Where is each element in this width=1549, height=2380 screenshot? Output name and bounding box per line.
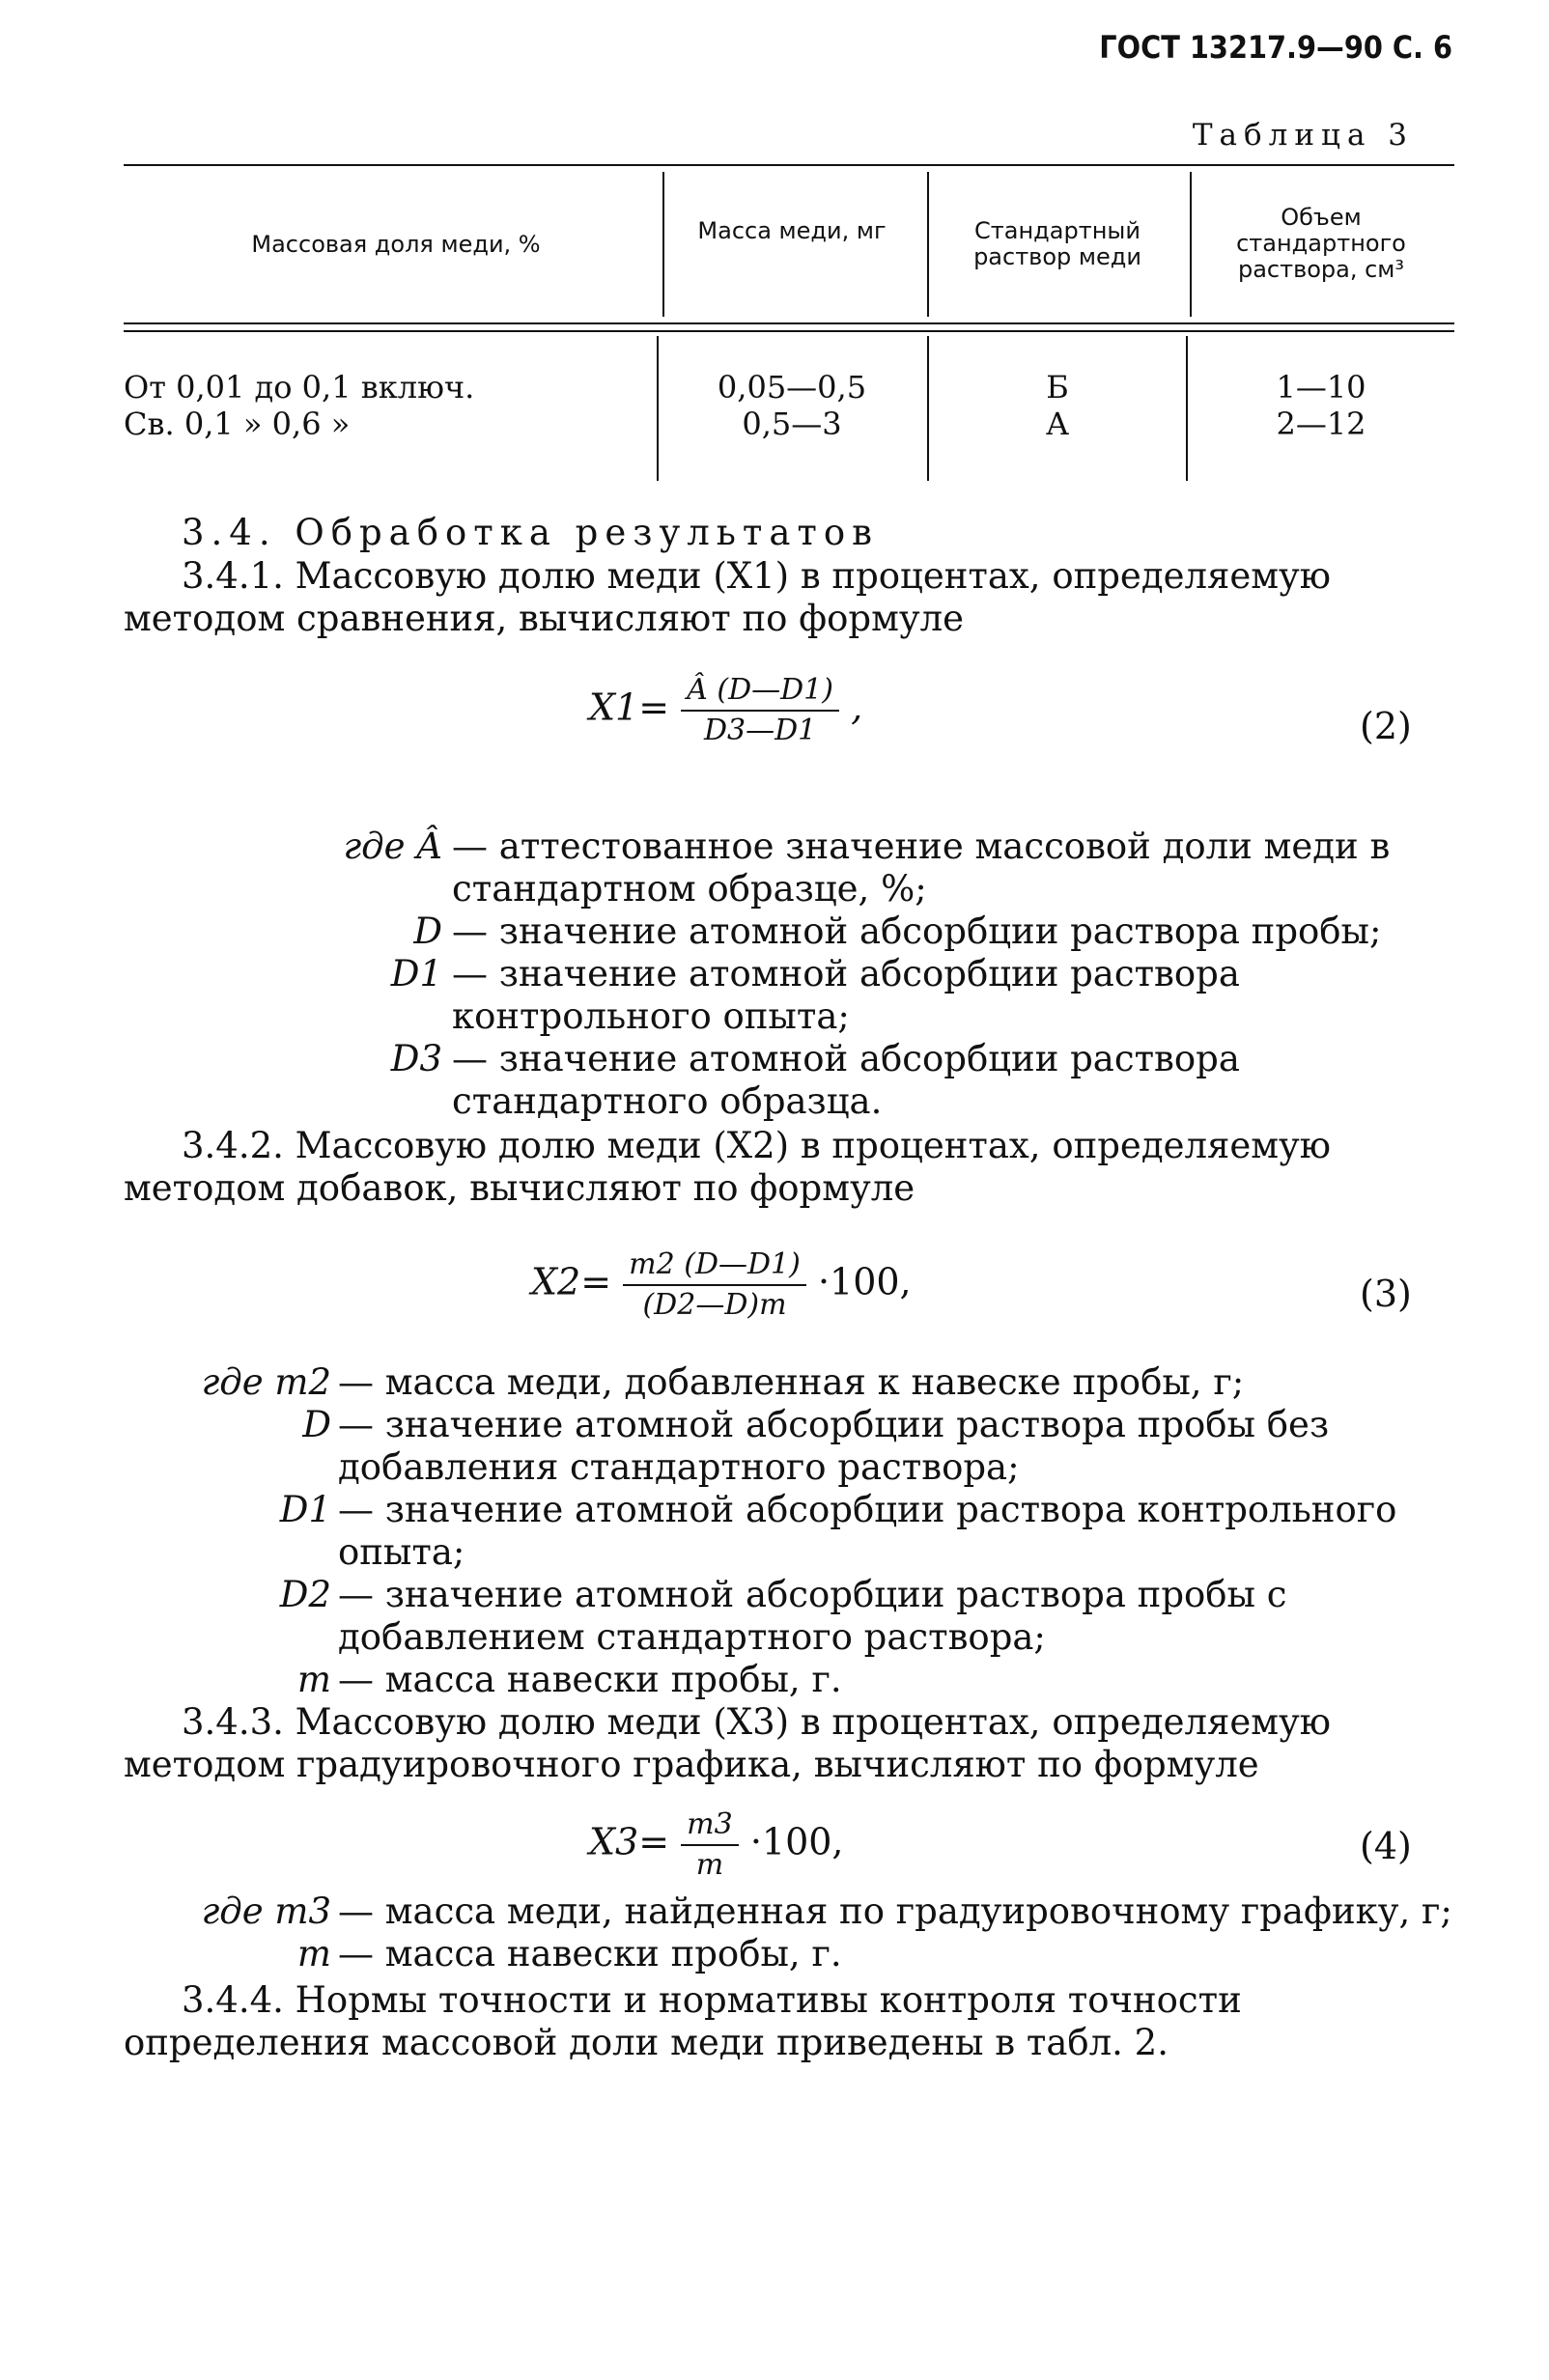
table-cell: А bbox=[1045, 406, 1070, 442]
table-col-divider bbox=[1186, 336, 1188, 481]
table-header-rule-1 bbox=[124, 322, 1454, 324]
paragraph-3-4-4: 3.4.4. Нормы точности и нормативы контроля точности определения массовой доли меди приведены в табл. 2. bbox=[124, 1979, 1242, 2063]
formula-number: (3) bbox=[1360, 1273, 1412, 1315]
definition-symbol: m bbox=[296, 1933, 331, 1974]
table-col-divider bbox=[927, 172, 929, 317]
formula-denominator: (D2—D)m bbox=[642, 1288, 787, 1322]
page-header: ГОСТ 13217.9—90 С. 6 bbox=[1099, 29, 1452, 66]
definition-row bbox=[124, 1038, 1456, 1123]
formula-2 bbox=[589, 671, 862, 750]
table-caption: Таблица 3 bbox=[1192, 118, 1414, 153]
definition-row bbox=[124, 953, 1456, 1038]
formula-numerator: m3 bbox=[681, 1806, 739, 1846]
definition-row bbox=[124, 1574, 1456, 1659]
definition-text: — значение атомной абсорбции раствора контрольного опыта; bbox=[338, 1489, 1397, 1573]
definition-row bbox=[124, 1489, 1456, 1574]
table-header-cell: Масса меди, мг bbox=[697, 217, 887, 244]
formula-denominator: m bbox=[695, 1848, 724, 1882]
table-header-rule-2 bbox=[124, 330, 1454, 332]
formula-denominator: D3—D1 bbox=[703, 714, 817, 747]
definition-symbol: D1 bbox=[279, 1489, 331, 1530]
table-top-rule bbox=[124, 164, 1454, 166]
formula-lhs: X3= bbox=[589, 1820, 670, 1863]
definition-row bbox=[124, 826, 1456, 910]
definition-symbol: D2 bbox=[279, 1574, 331, 1615]
formula-numerator: Â (D—D1) bbox=[681, 671, 839, 712]
definition-symbol: D3 bbox=[390, 1038, 442, 1079]
definition-text: — масса навески пробы, г. bbox=[338, 1659, 842, 1700]
formula-4 bbox=[589, 1806, 844, 1885]
definition-row bbox=[124, 910, 1456, 953]
definitions-formula-4 bbox=[124, 1890, 1456, 1975]
table-col-divider bbox=[657, 336, 659, 481]
table-header-cell: Массовая доля меди, % bbox=[251, 231, 541, 258]
formula-3 bbox=[531, 1246, 912, 1325]
definitions-formula-3 bbox=[124, 1361, 1456, 1701]
formula-lhs: X2= bbox=[531, 1260, 612, 1303]
definition-symbol: m bbox=[296, 1659, 331, 1700]
paragraph-3-4-2: 3.4.2. Массовую долю меди (X2) в процентах, определяемую методом добавок, вычисляют по формуле bbox=[124, 1125, 1332, 1209]
definition-text: — масса меди, найденная по градуировочному графику, г; bbox=[338, 1890, 1452, 1932]
definition-row bbox=[124, 1933, 1456, 1975]
formula-fraction bbox=[681, 671, 839, 750]
table-cell: 0,05—0,5 bbox=[717, 369, 867, 406]
table-header-cell: Стандартный раствор меди bbox=[973, 217, 1141, 270]
definitions-formula-2 bbox=[124, 826, 1456, 1123]
formula-fraction bbox=[681, 1806, 739, 1885]
table-cell: Б bbox=[1046, 369, 1069, 406]
table-cell: 1—10 bbox=[1276, 369, 1366, 406]
definition-text: — аттестованное значение массовой доли меди в стандартном образце, %; bbox=[452, 826, 1391, 910]
formula-number: (2) bbox=[1360, 705, 1412, 747]
definition-row bbox=[124, 1890, 1456, 1933]
definition-text: — значение атомной абсорбции раствора пробы без добавления стандартного раствора; bbox=[338, 1404, 1330, 1488]
definition-symbol: где m3 bbox=[201, 1890, 331, 1932]
paragraph-3-4-3: 3.4.3. Массовую долю меди (X3) в процентах, определяемую методом градуировочного графика, вычисляют по формуле bbox=[124, 1701, 1332, 1785]
definition-symbol: где Â bbox=[343, 826, 442, 867]
table-col-divider bbox=[662, 172, 664, 317]
paragraph-3-4-1: 3.4.1. Массовую долю меди (X1) в процентах, определяемую методом сравнения, вычисляют по формуле bbox=[124, 555, 1332, 639]
definition-text: — масса меди, добавленная к навеске пробы, г; bbox=[338, 1361, 1245, 1403]
table-cell: От 0,01 до 0,1 включ. bbox=[124, 369, 475, 406]
definition-text: — значение атомной абсорбции раствора пробы с добавлением стандартного раствора; bbox=[338, 1574, 1287, 1658]
formula-tail: ·100, bbox=[749, 1820, 844, 1863]
definition-text: — значение атомной абсорбции раствора стандартного образца. bbox=[452, 1038, 1240, 1122]
definition-symbol: где m2 bbox=[201, 1361, 331, 1403]
definition-symbol: D bbox=[302, 1404, 331, 1445]
formula-fraction bbox=[623, 1246, 806, 1325]
formula-number: (4) bbox=[1360, 1825, 1412, 1867]
definition-row bbox=[124, 1361, 1456, 1404]
table-col-divider bbox=[927, 336, 929, 481]
formula-tail: , bbox=[851, 686, 863, 729]
table-header-cell: Объем стандартного раствора, см³ bbox=[1236, 204, 1406, 283]
section-title: 3.4. Обработка результатов bbox=[182, 512, 879, 553]
definition-symbol: D1 bbox=[390, 953, 442, 994]
formula-numerator: m2 (D—D1) bbox=[623, 1246, 806, 1286]
definition-text: — значение атомной абсорбции раствора пробы; bbox=[452, 910, 1382, 952]
table-cell: 0,5—3 bbox=[742, 406, 842, 442]
definition-text: — масса навески пробы, г. bbox=[338, 1933, 842, 1974]
formula-lhs: X1= bbox=[589, 686, 670, 729]
table-col-divider bbox=[1190, 172, 1192, 317]
definition-row bbox=[124, 1659, 1456, 1701]
table-cell: 2—12 bbox=[1276, 406, 1366, 442]
definition-row bbox=[124, 1404, 1456, 1489]
table-cell: Св. 0,1 » 0,6 » bbox=[124, 406, 351, 442]
definition-text: — значение атомной абсорбции раствора контрольного опыта; bbox=[452, 953, 1240, 1037]
formula-tail: ·100, bbox=[817, 1260, 912, 1303]
definition-symbol: D bbox=[413, 910, 442, 952]
